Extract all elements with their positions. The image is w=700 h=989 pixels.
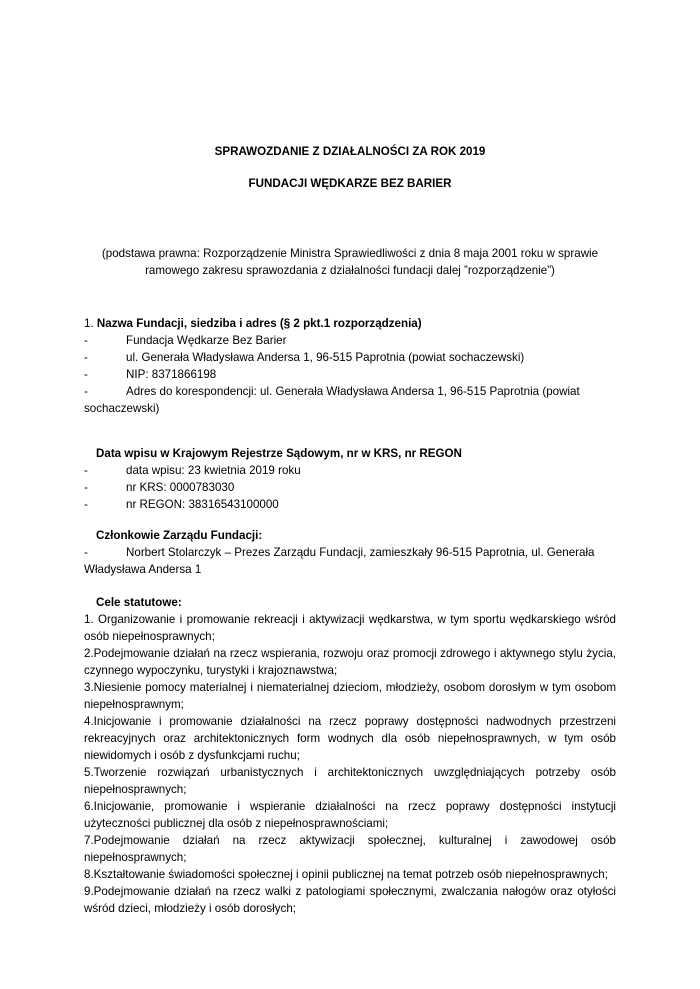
section-heading-text: Nazwa Fundacji, siedziba i adres (§ 2 pkt.1 rozporządzenia) [96,317,422,330]
goal-item: 5.Tworzenie rozwiązań urbanistycznych i architektonicznych uwzględniających potrzeby osób niepełnosprawnych; [84,766,616,796]
section-foundation-info [84,315,616,417]
list-item [84,332,616,349]
list-item-text: Adres do korespondencji: ul. Generała Władysława Andersa 1, 96-515 Paprotnia (powiat sochaczewski) [84,385,580,415]
dash-bullet: - [84,498,88,511]
section-heading: Data wpisu w Krajowym Rejestrze Sądowym, nr w KRS, nr REGON [96,447,462,460]
dash-bullet: - [84,351,88,364]
section-heading [84,315,616,332]
dash-bullet: - [84,368,88,381]
list-item [84,544,616,578]
section-number: 1. [84,317,94,330]
goal-item: 9.Podejmowanie działań na rzecz walki z patologiami społecznymi, zwalczania nałogów oraz otyłości wśród dzieci, młodzieży i osób dorosłych; [84,885,616,915]
document-subtitle: FUNDACJI WĘDKARZE BEZ BARIER [248,177,452,190]
list-item-text: ul. Generała Władysława Andersa 1, 96-515 Paprotnia (powiat sochaczewski) [126,351,525,364]
legal-basis: (podstawa prawna: Rozporządzenie Ministra Sprawiedliwości z dnia 8 maja 2001 roku w sprawie ramowego zakresu sprawozdania z działalności fundacji dalej ”rozporządzenie”) [101,246,599,277]
goal-item: 6.Inicjowanie, promowanie i wspieranie działalności na rzecz poprawy dostępności instytucji użyteczności publicznej dla osób z niepełnosprawnościami; [84,800,616,830]
dash-bullet: - [84,481,88,494]
dash-bullet: - [84,464,88,477]
section-heading: Członkowie Zarządu Fundacji: [96,529,263,542]
goal-item: 7.Podejmowanie działań na rzecz aktywizacji społecznej, kulturalnej i zawodowej osób niepełnosprawnych; [84,834,616,864]
list-item [84,496,616,513]
section-krs-registration [84,445,616,513]
dash-bullet: - [84,385,88,398]
section-statutory-goals [84,594,616,917]
list-item [84,462,616,479]
list-item-text: Norbert Stolarczyk – Prezes Zarządu Fundacji, zamieszkały 96-515 Paprotnia, ul. Generała Władysława Andersa 1 [84,546,595,576]
list-item [84,366,616,383]
list-item-text: Fundacja Wędkarze Bez Barier [126,334,287,347]
goal-item: 2.Podejmowanie działań na rzecz wspierania, rozwoju oraz promocji zdrowego i aktywnego stylu życia, czynnego wypoczynku, turystyki i krajoznawstwa; [84,647,616,677]
goal-item: 4.Inicjowanie i promowanie działalności na rzecz poprawy dostępności nadwodnych przestrzeni rekreacyjnych oraz architektonicznych form wodnych dla osób niepełnosprawnych, w tym osób niewidomych i osób z dysfunkcjami ruchu; [84,715,616,762]
section-board-members [84,527,616,578]
list-item-text: nr REGON: 38316543100000 [126,498,279,511]
list-item [84,383,616,417]
list-item [84,479,616,496]
dash-bullet: - [84,334,88,347]
list-item-text: nr KRS: 0000783030 [126,481,235,494]
goal-item: 8.Kształtowanie świadomości społecznej i opinii publicznej na temat potrzeb osób niepełnosprawnych; [84,868,608,881]
list-item-text: data wpisu: 23 kwietnia 2019 roku [126,464,301,477]
section-heading: Cele statutowe: [96,596,182,609]
dash-bullet: - [84,546,88,559]
goal-item: 3.Niesienie pomocy materialnej i niematerialnej dzieciom, młodzieży, osobom dorosłym w tym osobom niepełnosprawnym; [84,681,616,711]
list-item-text: NIP: 8371866198 [126,368,217,381]
document-title: SPRAWOZDANIE Z DZIAŁALNOŚCI ZA ROK 2019 [214,145,486,158]
list-item [84,349,616,366]
goal-item: 1. Organizowanie i promowanie rekreacji i aktywizacji wędkarstwa, w tym sportu wędkarskiego wśród osób niepełnosprawnych; [84,613,616,643]
